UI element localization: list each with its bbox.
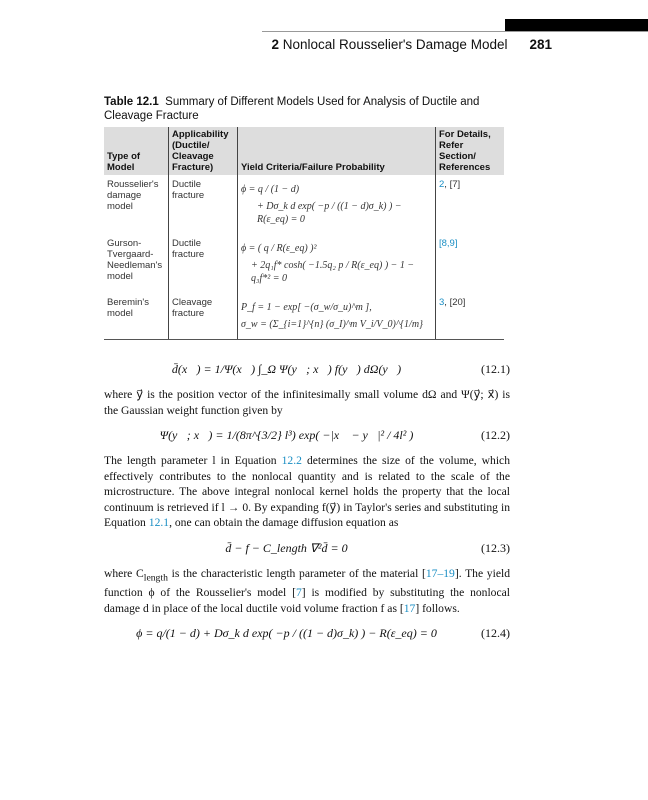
reference-text: , [20] xyxy=(444,297,466,308)
section-link[interactable]: 2 xyxy=(439,179,445,190)
text: ] is modified by substituting the nonlocal damage d in place of the local ductile void volume fraction f as [ xyxy=(104,586,510,615)
equation-12-2 xyxy=(104,428,510,443)
reference-cell xyxy=(436,293,505,340)
equation-link[interactable]: 12.2 xyxy=(281,454,302,467)
text: is the characteristic length parameter of the material [ xyxy=(167,566,426,580)
paragraph xyxy=(104,566,510,617)
table-header-row xyxy=(104,127,504,175)
equation-12-1 xyxy=(104,362,510,377)
equation-cell xyxy=(238,234,436,293)
header-bar xyxy=(505,19,648,31)
model-cell: Gurson-Tvergaard-Needleman's model xyxy=(107,238,163,282)
equation-line: ϕ = q / (1 − d) xyxy=(241,184,300,195)
column-header: Applicability (Ductile/ Cleavage Fracture) xyxy=(169,127,238,175)
equation-12-3 xyxy=(104,541,510,556)
text: where C xyxy=(104,566,144,580)
equation-body: d̄(x⃗) = 1/Ψ(x⃗) ∫_Ω Ψ(y⃗; x⃗) f(y⃗) dΩ(y⃗) xyxy=(171,362,402,376)
column-header: Yield Criteria/Failure Probability xyxy=(238,127,436,175)
model-cell: Beremin's model xyxy=(104,293,169,340)
table-label: Table 12.1 xyxy=(104,96,159,108)
equation-body: d̄ − f − C_length ∇²d̄ = 0 xyxy=(225,540,348,555)
equation-line: + Dσ_k d exp( −p / ((1 − d)σ_k) ) − R(ε_eq) = 0 xyxy=(257,201,402,225)
page-number: 281 xyxy=(529,37,552,52)
reference-cell xyxy=(436,175,505,234)
equation-12-4 xyxy=(104,626,510,641)
text: , one can obtain the damage diffusion equation as xyxy=(169,516,399,529)
equation-cell xyxy=(238,293,436,340)
table-row xyxy=(104,175,504,234)
equation-line: ϕ = ( q / R(ε_eq) )² xyxy=(241,243,317,254)
header-rule xyxy=(262,31,648,32)
applicability-cell: Ductile fracture xyxy=(169,175,238,234)
applicability-cell: Cleavage fracture xyxy=(169,293,238,340)
applicability-cell: Ductile fracture xyxy=(169,234,238,293)
citation-link[interactable]: 17–19 xyxy=(425,566,455,580)
running-header xyxy=(272,37,508,52)
text: ] follows. xyxy=(415,601,460,615)
equation-cell xyxy=(238,175,436,234)
citation-link[interactable]: 7 xyxy=(295,586,302,600)
reference-text: , [7] xyxy=(444,179,461,190)
equation-number: (12.2) xyxy=(481,428,510,442)
paragraph: where y⃗ is the position vector of the infinitesimally small volume dΩ and Ψ(y⃗; x⃗) is the Gaussian weight function given by xyxy=(104,388,510,417)
table-row xyxy=(104,234,504,293)
column-header: Type of Model xyxy=(104,127,169,175)
column-header: For Details, Refer Section/ References xyxy=(436,127,505,175)
model-cell: Rousselier's damage model xyxy=(107,179,159,212)
chapter-number: 2 xyxy=(271,37,280,52)
running-header-row xyxy=(200,37,552,52)
paragraph xyxy=(104,453,510,531)
page-body xyxy=(104,95,510,651)
equation-number: (12.4) xyxy=(481,626,510,641)
equation-line: σ_w = (Σ_{i=1}^{n} (σ_I)^m V_i/V_0)^{1/m} xyxy=(241,319,424,330)
equation-body: Ψ(y⃗; x⃗) = 1/(8π^{3/2} l³) exp( −|x⃗ − y⃗|² / 4l² ) xyxy=(159,428,414,442)
models-table xyxy=(104,127,504,340)
equation-number: (12.1) xyxy=(481,362,510,376)
equation-body: ϕ = q/(1 − d) + Dσ_k d exp( −p / ((1 − d)σ_k) ) − R(ε_eq) = 0 xyxy=(136,626,437,641)
section-link[interactable]: 3 xyxy=(439,297,445,308)
text: ]. The yield function ϕ of the Rousselier's model [ xyxy=(104,566,510,600)
citation-link[interactable]: 17 xyxy=(403,601,416,615)
text: determines the size of the volume, which effectively contributes to the nonlocal quantity and is related to the scale of the microstructure. The above integral nonlocal kernel holds the property that the local continuum is retrieved if l → 0. By expanding f(y⃗) in Taylor's series and substituting in Equation xyxy=(104,454,511,529)
subscript: length xyxy=(143,571,168,583)
caption-text: Summary of Different Models Used for Analysis of Ductile and Cleavage Fracture xyxy=(104,96,480,122)
chapter-title: Nonlocal Rousselier's Damage Model xyxy=(282,37,508,52)
text: The length parameter l in Equation xyxy=(104,454,282,467)
table-caption xyxy=(104,95,504,123)
equation-line: + 2q₁f* cosh( −1.5q₂ p / R(ε_eq) ) − 1 − q₃f*² = 0 xyxy=(251,260,415,284)
equation-link[interactable]: 12.1 xyxy=(148,516,170,529)
table-row xyxy=(104,293,504,340)
equation-line: P_f = 1 − exp[ −(σ_w/σ_u)^m ], xyxy=(241,302,372,313)
equation-number: (12.3) xyxy=(481,540,510,555)
reference-cell[interactable]: [8,9] xyxy=(436,234,505,293)
